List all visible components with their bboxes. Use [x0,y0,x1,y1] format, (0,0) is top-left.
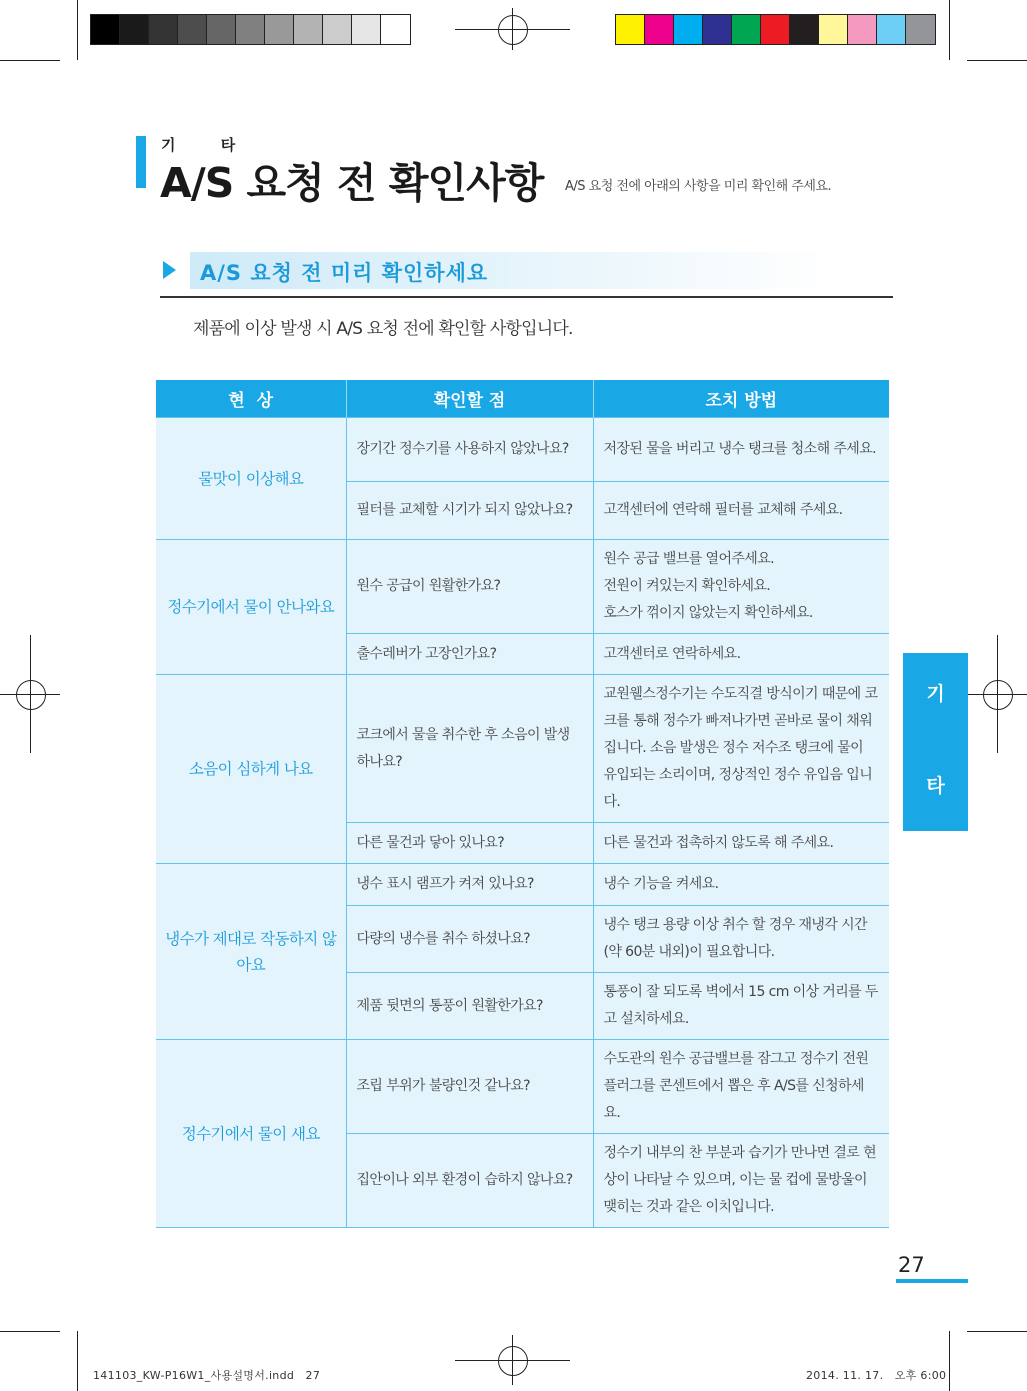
table-row [156,864,889,906]
header-action: 조치 방법 [593,380,889,418]
action-line: 통풍이 잘 되도록 벽에서 15 cm 이상 거리를 두고 설치하세요. [603,984,878,1027]
check-cell: 코크에서 물을 취수한 후 소음이 발생하나요? [346,675,593,823]
category-kicker: 기 타 [161,136,256,154]
action-line: 교원웰스정수기는 수도직결 방식이기 때문에 코크를 통해 정수가 빠져나가면 곧바로 물이 채워집니다. 소음 발생은 정수 저수조 탱크에 물이 유입되는 소리이며, 정상적인 정수 유입음 입니다. [603,686,878,810]
page-subtitle: A/S 요청 전에 아래의 사항을 미리 확인해 주세요. [565,179,832,194]
side-tab-char: 타 [926,775,945,797]
check-cell: 집안이나 외부 환경이 습하지 않나요? [346,1134,593,1228]
registration-circle [498,1346,528,1376]
title-accent-bar [136,136,146,188]
section-title: A/S 요청 전 미리 확인하세요 [200,261,489,285]
color-swatch [848,15,877,44]
crop-mark [967,1331,1027,1332]
symptom-cell: 정수기에서 물이 안나와요 [156,540,346,675]
header-check: 확인할 점 [346,380,593,418]
color-swatch [703,15,732,44]
action-cell [593,823,889,864]
check-cell: 조립 부위가 불량인것 같나요? [346,1040,593,1134]
symptom-cell: 정수기에서 물이 새요 [156,1040,346,1228]
registration-circle [498,15,528,45]
color-swatch [819,15,848,44]
triangle-right-icon [163,261,176,279]
action-cell [593,973,889,1040]
symptom-cell: 물맛이 이상해요 [156,418,346,540]
registration-circle [16,680,46,710]
table-row [156,418,889,482]
action-cell [593,864,889,906]
crop-mark [0,1331,60,1332]
action-cell [593,482,889,540]
action-cell [593,634,889,675]
color-swatch [906,15,935,44]
action-line: 전원이 켜있는지 확인하세요. [603,578,771,594]
side-tab-char: 기 [926,683,945,705]
color-swatch [877,15,906,44]
table-row [156,1040,889,1134]
header-symptom: 현 상 [156,380,346,418]
crop-mark [967,60,1027,61]
check-cell: 원수 공급이 원활한가요? [346,540,593,634]
color-swatch [120,15,149,44]
page-number-underline [896,1279,968,1283]
crop-mark [0,60,60,61]
color-swatch [236,15,265,44]
color-swatch [178,15,207,44]
action-cell [593,1040,889,1134]
color-swatch [761,15,790,44]
color-swatch [674,15,703,44]
file-slug: 141103_KW-P16W1_사용설명서.indd 27 [93,1369,321,1382]
grayscale-color-bar [90,14,411,45]
check-cell: 장기간 정수기를 사용하지 않았나요? [346,418,593,482]
action-line: 다른 물건과 접촉하지 않도록 해 주세요. [603,834,834,851]
crop-mark [77,1331,78,1391]
crop-mark [77,0,78,60]
check-cell: 다량의 냉수를 취수 하셨나요? [346,906,593,973]
action-line: 호스가 꺾이지 않았는지 확인하세요. [603,605,813,621]
color-swatch [91,15,120,44]
check-cell: 제품 뒷면의 통풍이 원활한가요? [346,973,593,1040]
color-swatch [149,15,178,44]
color-swatch [616,15,645,44]
table-row [156,675,889,823]
table-header-row [156,380,889,418]
check-cell: 필터를 교체할 시기가 되지 않았나요? [346,482,593,540]
action-line: 고객센터로 연락하세요. [603,645,741,662]
process-color-bar [615,14,936,45]
page-title: A/S 요청 전 확인사항 [160,159,544,207]
crop-mark [949,0,950,60]
troubleshooting-table [156,380,889,1228]
check-cell: 냉수 표시 램프가 켜져 있나요? [346,864,593,906]
date-slug: 2014. 11. 17. 오후 6:00 [806,1369,947,1382]
symptom-cell: 소음이 심하게 나요 [156,675,346,864]
action-line: 원수 공급 밸브를 열어주세요. [603,551,774,567]
action-cell [593,906,889,973]
action-line: 수도관의 원수 공급밸브를 잠그고 정수기 전원플러그를 콘센트에서 뽑은 후 A/S를 신청하세요. [603,1051,869,1121]
color-swatch [732,15,761,44]
action-cell [593,540,889,634]
color-swatch [207,15,236,44]
check-cell: 출수레버가 고장인가요? [346,634,593,675]
action-line: 냉수 기능을 켜세요. [603,876,719,892]
check-cell: 다른 물건과 닿아 있나요? [346,823,593,864]
action-cell [593,418,889,482]
chapter-side-tab [903,653,968,831]
crop-mark [949,1331,950,1391]
color-swatch [323,15,352,44]
color-swatch [294,15,323,44]
section-intro: 제품에 이상 발생 시 A/S 요청 전에 확인할 사항입니다. [193,319,573,339]
action-line: 고객센터에 연락해 필터를 교체해 주세요. [603,502,843,518]
action-line: 냉수 탱크 용량 이상 취수 할 경우 재냉각 시간(약 60분 내외)이 필요합니다. [603,917,867,960]
action-line: 정수기 내부의 찬 부분과 습기가 만나면 결로 현상이 나타날 수 있으며, 이는 물 컵에 물방울이 맺히는 것과 같은 이치입니다. [603,1145,877,1215]
symptom-cell: 냉수가 제대로 작동하지 않아요 [156,864,346,1040]
page-number: 27 [898,1253,925,1277]
color-swatch [352,15,381,44]
table-row [156,540,889,634]
color-swatch [645,15,674,44]
action-cell [593,1134,889,1228]
action-line: 저장된 물을 버리고 냉수 탱크를 청소해 주세요. [603,441,877,457]
section-divider [160,296,893,298]
action-cell [593,675,889,823]
color-swatch [381,15,410,44]
color-swatch [265,15,294,44]
registration-circle [983,680,1013,710]
color-swatch [790,15,819,44]
